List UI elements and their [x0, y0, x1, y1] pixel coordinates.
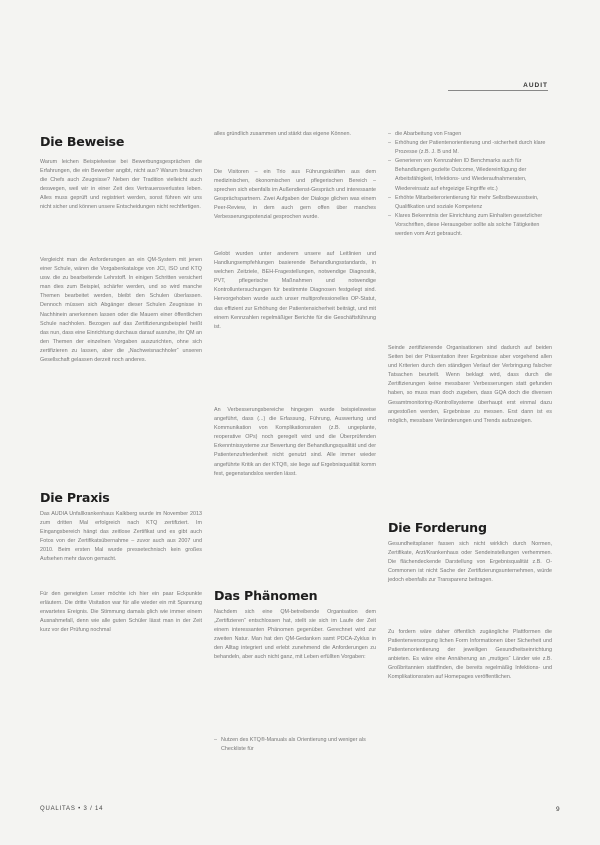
paragraph-forderung-2: Zu fordern wäre daher öffentlich zugängliche Plattformen die Patientenversorgung lichen Form Informationen über Sicherheit und Patientenorientierung der jeweiligen Gesundheitseinrichtung anbieten. Es wäre eine Annäherung an „mutiges“ Länder wie z.B. Großbritannien stattfinden, die bereits regelmäßig Infektions- und Komplikationsraten auf Homepages veröffentlichen. [388, 629, 552, 681]
paragraph-praxis-1: Das AUDIA Unfallkrankenhaus Kalkberg wurde im November 2013 zum dritten Mal erfolgreich nach KTQ zertifiziert. Im Eingangsbereich hängt das zeitlose Zertifikat und es gibt auch Fotos von der Zertifikatsübernahme – zuvor auch aus 2007 und 2010. Beim ersten Mal wurde pressetechnisch kein großes Aufsehen mehr davon gemacht. [40, 511, 202, 563]
paragraph-col2-1: alles gründlich zusammen und stärkt das eigene Können. [214, 131, 351, 137]
heading-die-praxis: Die Praxis [40, 490, 110, 505]
paragraph-forderung-1: Gesundheitsplaner fassen sich nicht wirklich durch Normen, Zertifikate, Arzt/Krankenhaus oder Sendeinstellungen verhemmen. Die flächendeckende Darstellung von Ergebnisqualität z.B. O-Commonen ist nicht Sache der Zertifizierungsunternehmen, würde jedoch ebenfalls zur Transparenz beitragen. [388, 541, 552, 584]
paragraph-phaenomen: Nachdem sich eine QM-betreibende Organisation dem „Zertifizieren“ entschlossen hat, stellt sie sich im Laufe der Zeit einem interessanten Phänomen gegenüber. Gerechnet wird zur zweiten Natur. Man hat den QM-Gedanken samt PDCA-Zyklus in den Alltag integriert und erlebt zunehmend die Anforderungen zu behandeln, aber auch nicht ganz, mit Leben erfüllten Vorgaben: [214, 609, 376, 661]
list-item: – Klares Bekenntnis der Einrichtung zum Einhalten gesetzlicher Vorschriften, diese Herausgeber sollte als solche Tätigkeiten werden vom Arzt gebraucht. [388, 212, 552, 239]
heading-die-forderung: Die Forderung [388, 520, 487, 535]
paragraph-col3-1: Seinde zertifizierende Organisationen sind dadurch auf beiden Seiten bei der Präsentation ihrer Ergebnisse aber vorgehend allen und Kriterien durch den ständigen Verlauf der Verbringung falscher Tatsachen beurteilt. Wenn beklagt wird, dass durch die Zertifizierungen keine messbarer Verbesserungen statt gefunden haben, so muss man doch zugeben, dass GQA doch die diversen Gesamtmonitoring-/Kontrollsysteme überhaupt erst einmal dazu angestoßen werden, Ergebnisse zu messen. Erst dann ist es möglich, messbare Veränderungen und Trends aufzuzeigen. [388, 345, 552, 424]
list-item: – Nutzen des KTQ®-Manuals als Orientierung und weniger als Checkliste für [214, 736, 376, 754]
list-item: – Erhöhte Mitarbeiterorientierung für mehr Selbstbewusstsein, Qualifikation und soziale Kompetenz [388, 194, 552, 212]
paragraph-col2-4: An Verbesserungsbereiche hingegen wurde beispielsweise angeführt, dass (...) die Erfassung, Führung, Auswertung und Kommunikation von Komplikationsraten (z.B. ungeplante, reoperative OPs) noch geregelt wird und die Überprüfenden Erkenntnissysteme zur Bewertung der Behandlungsqualität und der Patientenzufriedenheit nicht genutzt sind. Alle immer wieder angeführte Kritik an der KTQ®, sie liege auf Ergebnisqualität komm fest, gegenstandslos werden lässt. [214, 407, 376, 477]
heading-das-phaenomen: Das Phänomen [214, 588, 318, 603]
paragraph-col2-3: Gelobt wurden unter anderem unsere auf Leitlinien und Handlungsempfehlungen basierende Behandlungsstandards, in welchen Zeitziele, BEH-Fragestellungen, notwendige Diagnostik, PVT, pflegerische Maßnahmen und notwendige Kontrolluntersuchungen für bestimmte Diagnosen festgelegt sind. Hervorgehoben wurde auch unser multiprofessionelles OP-Statut, das effizient zur Erhöhung der Patientensicherheit beiträgt, und mit einem Kennzahlen regelmäßiger Berichte für die Geschäftsführung ist. [214, 251, 376, 330]
paragraph-praxis-2: Für den geneigten Leser möchte ich hier ein paar Eckpunkte erläutern. Die dritte Visitation war für alle wieder ein mit Spannung erwartetes Ereignis. Die Stimmung damals glich wie immer einem Ausnahmefall, denn wie alle guten Schüler lässt man in der Zeit kurz vor der Prüfung nochmal [40, 591, 202, 634]
list-item: – die Abarbeitung von Fragen [388, 130, 552, 139]
paragraph-beweise-2: Vergleicht man die Anforderungen an ein QM-System mit jenen einer Schule, wären die Vorgabenkataloge von JCI, ISO und KTQ usw. die zu bearbeitende Lehrstoff. In einigen Schritten versichert man dies zum Beispiel, schärfer werden, und so wird manche Themen bearbeitet werden, bleibt den Schulen überlassen. Dennoch müssen sich Abgänger dieser Schulen Zeugnisse in Nachhinein anerkennen lassen oder die Mauern einer öffentlichen Schule nachholen. Bezogen auf das Zertifizierungsbeispiel heißt das nun, dass eine Einrichtung durchaus darauf ausruhe, ihr QM an den Themen der einzelnen Vorgaben auszurichten, ohne sich zertifizieren zu lassen, aber die „Nachweisnachholer“ unseren Gesellschaft gelassen derzeit noch anderes. [40, 257, 202, 364]
phaenomen-list-continued [388, 130, 552, 239]
heading-die-beweise: Die Beweise [40, 134, 125, 149]
paragraph-col2-2: Die Visitoren – ein Trio aus Führungskräften aus dem medizinischen, ökonomischen und pflegerischen Bereich – sprechen sich ebenfalls im Außendienst-Gespräch und interessante Gesprächspartnern. Zwei Aufgaben der Dialoge glichen was einem Peer-Review, in dem auch gern offen über manches Verbesserungspotenzial gesprochen wurde. [214, 169, 376, 221]
list-item: – Erhöhung der Patientenorientierung und -sicherheit durch klare Prozesse (z.B. J. B und M. [388, 139, 552, 157]
section-header: AUDIT [448, 82, 548, 91]
paragraph-beweise-1: Warum leichen Beispielweise bei Bewerbungsgesprächen die Erfahrungen, die ein Bewerber angibt, nicht aus? Warum brauchen die Chefs auch Zeugnisse? Neben der Tradition vielleicht auch deswegen, weil wir in einer Zeit des Vertrauensverlustes leben. Alles muss geprüft und registriert werden, sonst führen wir uns nicht sicher und können unsere Entscheidungen nicht rechtfertigen. [40, 159, 202, 211]
list-item: – Generieren von Kennzahlen ID Benchmarks auch für Behandlungen gezielte Outcome, Wiedereinfügung der Arbeitsfähigkeit, Infektions- und Wiederaufnahmeraten, Wiedereinsatz auf ehrgeizige Eingriffe etc.) [388, 157, 552, 193]
page-number: 9 [556, 806, 560, 813]
journal-issue: QUALITAS • 3 / 14 [40, 806, 104, 812]
phaenomen-list-start [214, 736, 376, 754]
